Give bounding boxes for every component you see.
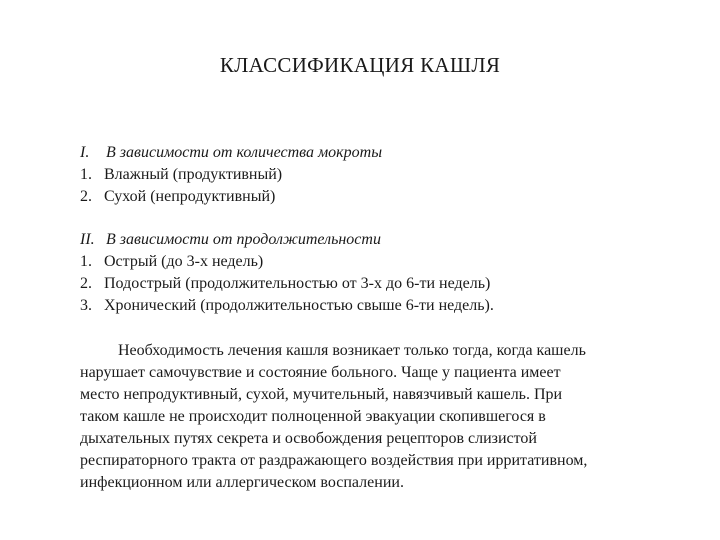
item-text: Влажный (продуктивный) — [104, 166, 283, 183]
section-numeral: II. — [80, 231, 95, 248]
paragraph-line: нарушает самочувствие и состояние больного. Чаще у пациента имеет — [80, 364, 561, 381]
list-item — [80, 251, 494, 273]
section-heading-text: В зависимости от количества мокроты — [106, 144, 383, 161]
classification-section-duration — [80, 229, 494, 317]
item-number: 3. — [80, 297, 92, 314]
item-number: 2. — [80, 188, 92, 205]
paragraph-line: дыхательных путях секрета и освобождения рецепторов слизистой — [80, 430, 537, 447]
paragraph-line: место непродуктивный, сухой, мучительный, навязчивый кашель. При — [80, 386, 563, 403]
item-number: 1. — [80, 253, 92, 270]
page-title: КЛАССИФИКАЦИЯ КАШЛЯ — [219, 53, 501, 77]
item-number: 2. — [80, 275, 92, 292]
item-number: 1. — [80, 166, 92, 183]
item-text: Сухой (непродуктивный) — [104, 188, 276, 205]
classification-section-sputum — [80, 142, 382, 208]
section-heading — [80, 142, 382, 164]
paragraph-line: Необходимость лечения кашля возникает только тогда, когда кашель — [118, 342, 586, 359]
list-item — [80, 164, 382, 186]
section-heading-text: В зависимости от продолжительности — [106, 231, 381, 248]
list-item — [80, 273, 494, 295]
list-item — [80, 186, 382, 208]
paragraph-line: инфекционном или аллергическом воспалении. — [80, 474, 404, 491]
paragraph-line: респираторного тракта от раздражающего воздействия при ирритативном, — [80, 452, 588, 469]
body-paragraph — [80, 340, 665, 494]
list-item — [80, 295, 494, 317]
section-numeral: I. — [80, 144, 90, 161]
paragraph-line: таком кашле не происходит полноценной эвакуации скопившегося в — [80, 408, 546, 425]
item-text: Подострый (продолжительностью от 3-х до 6-ти недель) — [104, 275, 491, 292]
item-text: Острый (до 3-х недель) — [104, 253, 264, 270]
item-text: Хронический (продолжительностью свыше 6-ти недель). — [104, 297, 494, 314]
section-heading — [80, 229, 494, 251]
